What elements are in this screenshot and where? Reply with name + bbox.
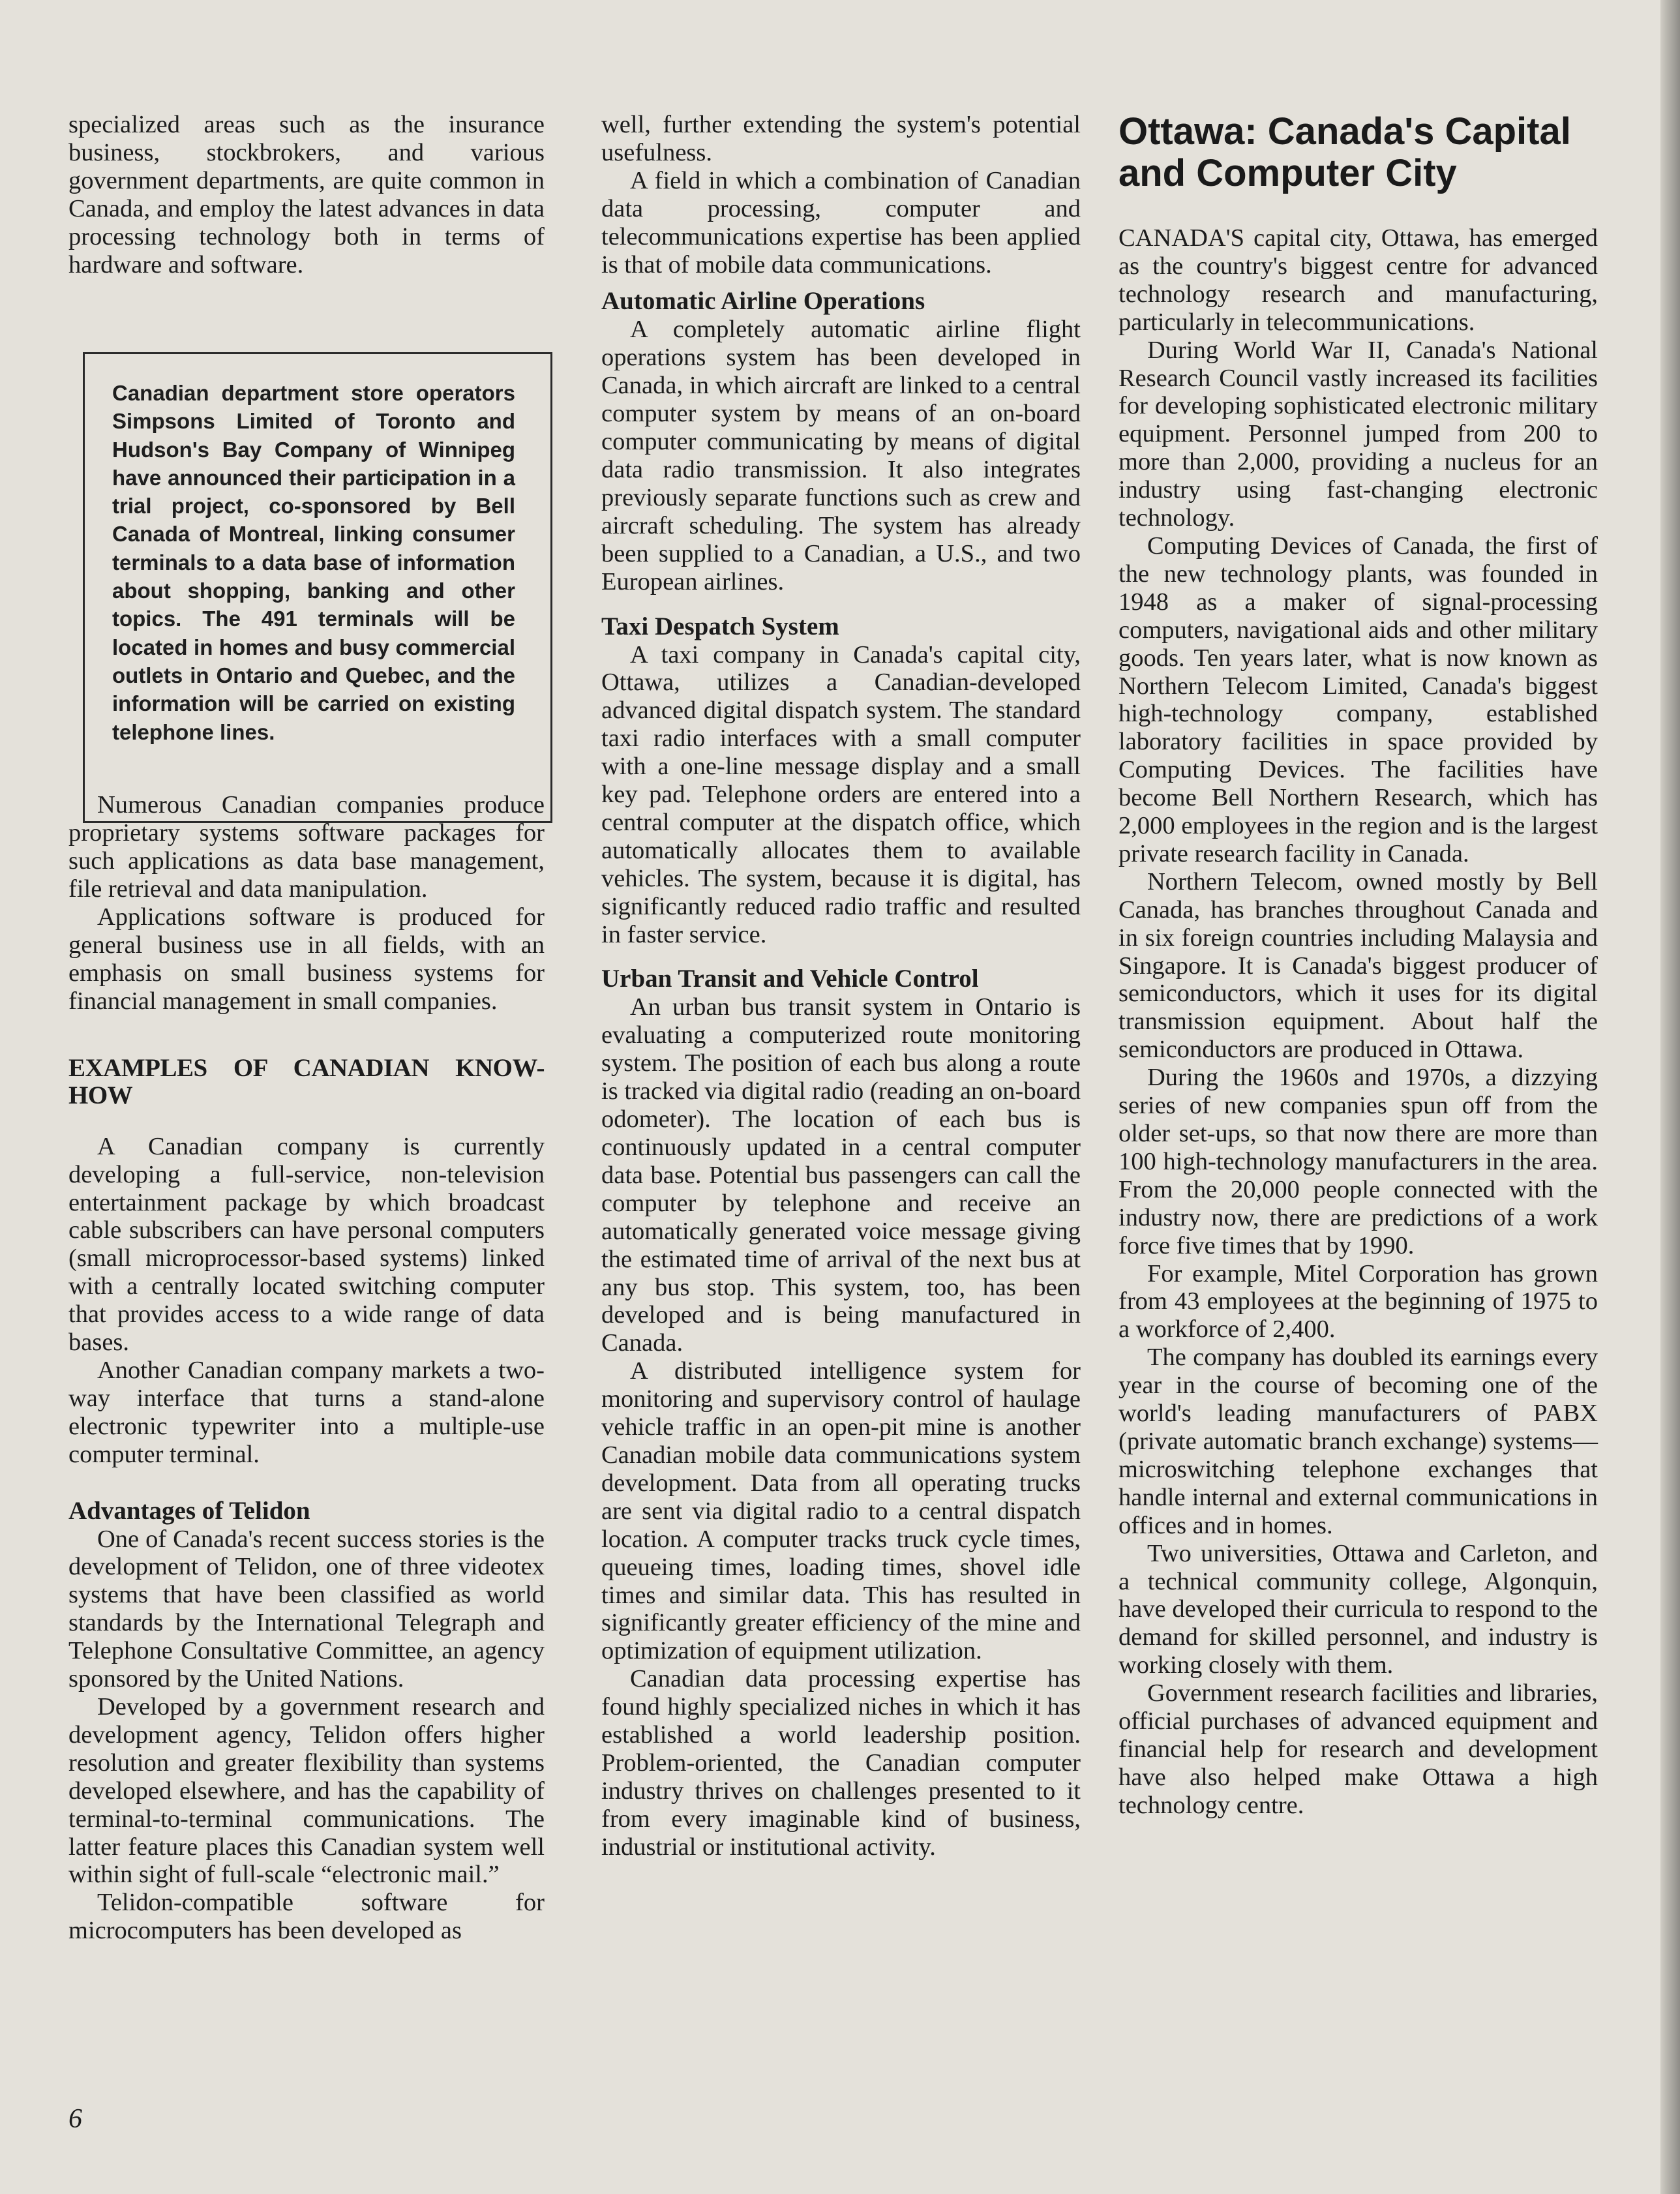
callout-text: Canadian department store operators Simpsons Limited of Toronto and Hudson's Bay Company of Winnipeg have announced their participation in a trial project, co-sponsored by Bell Canada of Montreal, linking consumer terminals to a data base of information about shopping, banking and other topics. The 491 terminals will be located in homes and busy commercial outlets in Ontario and Quebec, and the information will be carried on existing telephone lines. <box>112 381 515 744</box>
paragraph-intro: specialized areas such as the insurance business, stockbrokers, and various government departments, are quite common in Canada, and employ the latest advances in data processing technology both in terms of hardware and software. <box>68 111 545 278</box>
paragraph-airline: A completely automatic airline flight operations system has been developed in Canada, in which aircraft are linked to a central computer system by means of an on-board computer communicating by means of digital data radio transmission. It also integrates previously separate functions such as crew and aircraft scheduling. The system has already been supplied to a Canadian, a U.S., and two European airlines. <box>601 316 1081 595</box>
heading-airline: Automatic Airline Operations <box>601 287 925 316</box>
paragraph-niches: Canadian data processing expertise has found highly specialized niches in which it has established a world leadership position. Problem-oriented, the Canadian computer industry thrives on challenges presented to it from every imaginable kind of business, industrial or institutional activity. <box>601 1665 1081 1861</box>
paragraph-capital: CANADA'S capital city, Ottawa, has emerged as the country's biggest centre for advanced technology research and manufacturing, particularly in telecommunications. <box>1118 224 1598 336</box>
section-title-know-how: EXAMPLES OF CANADIAN KNOW-HOW <box>68 1053 545 1109</box>
paragraph-mobile-data: A field in which a combination of Canadian data processing, computer and telecommunications expertise has been applied is that of mobile data communications. <box>601 166 1081 278</box>
callout-box <box>83 352 552 823</box>
paragraph-typewriter: Another Canadian company markets a two-way interface that turns a stand-alone electronic typewriter into a multiple-use computer terminal. <box>68 1356 545 1468</box>
page-number: 6 <box>68 2104 82 2134</box>
paragraph-universities: Two universities, Ottawa and Carleton, and a technical community college, Algonquin, have developed their curricula to respond to the demand for skilled personnel, and industry is working closely with them. <box>1118 1539 1598 1679</box>
column-middle <box>601 111 1081 1861</box>
paragraph-northern-telecom: Northern Telecom, owned mostly by Bell Canada, has branches throughout Canada and in six foreign countries including Malaysia and Singapore. It is Canada's biggest producer of semiconductors, which it uses for its digital transmission equipment. About half the semiconductors are produced in Ottawa. <box>1118 867 1598 1064</box>
paragraph-entertainment: A Canadian company is currently developing a full-service, non-television entertainment package by which broadcast cable subscribers can have personal computers (small microprocessor-based systems) linked with a centrally located switching computer that provides access to a wide range of data bases. <box>68 1132 545 1357</box>
paragraph-1960s: During the 1960s and 1970s, a dizzying series of new companies spun off from the older set-ups, so that now there are more than 100 high-technology manufacturers in the area. From the 20,000 people connected with the industry now, there are predictions of a work force five times that by 1990. <box>1118 1064 1598 1259</box>
paragraph-applications: Applications software is produced for general business use in all fields, with an emphasis on small business systems for financial management in small companies. <box>68 903 545 1015</box>
headline-ottawa: Ottawa: Canada's Capital and Computer City <box>1118 110 1571 194</box>
paragraph-continued: well, further extending the system's potential usefulness. <box>601 111 1081 166</box>
heading-transit: Urban Transit and Vehicle Control <box>601 965 979 993</box>
paragraph-war: During World War II, Canada's National Research Council vastly increased its facilities for developing sophisticated electronic military equipment. Personnel jumped from 200 to more than 2,000, providing a nucleus for an industry using fast-changing electronic technology. <box>1118 336 1598 532</box>
paragraph-taxi: A taxi company in Canada's capital city, Ottawa, utilizes a Canadian-developed advanced digital dispatch system. The standard taxi radio interfaces with a small computer with a one-line message display and a small key pad. Telephone orders are entered into a central computer at the dispatch office, which automatically allocates them to available vehicles. The system, because it is digital, has significantly reduced radio traffic and resulted in faster service. <box>601 640 1081 948</box>
paragraph-computing-devices: Computing Devices of Canada, the first of the new technology plants, was founded in 1948 as a maker of signal-processing computers, navigational aids and other military goods. Ten years later, what is now known as Northern Telecom Limited, Canada's biggest high-technology company, established laboratory facilities in space provided by Computing Devices. The facilities have become Bell Northern Research, which has 2,000 employees in the region and is the largest private research facility in Canada. <box>1118 532 1598 867</box>
paragraph-telidon-1: One of Canada's recent success stories is the development of Telidon, one of three videotex systems that have been classified as world standards by the International Telegraph and Telephone Consultative Committee, an agency sponsored by the United Nations. <box>68 1525 545 1693</box>
column-right <box>1118 111 1598 1820</box>
paragraph-earnings: The company has doubled its earnings every year in the course of becoming one of the world's leading manufacturers of PABX (private automatic branch exchange) systems—microswitching telephone exchanges that handle internal and external communications in offices and in homes. <box>1118 1344 1598 1539</box>
paragraph-software: Numerous Canadian companies produce proprietary systems software packages for such applications as data base management, file retrieval and data manipulation. <box>68 791 545 903</box>
heading-taxi: Taxi Despatch System <box>601 612 839 640</box>
paragraph-telidon-2: Developed by a government research and development agency, Telidon offers higher resolution and greater flexibility than systems developed elsewhere, and has the capability of terminal-to-terminal communications. The latter feature places this Canadian system well within sight of full-scale “electronic mail.” <box>68 1693 545 1889</box>
heading-telidon: Advantages of Telidon <box>68 1496 310 1525</box>
paragraph-mitel: For example, Mitel Corporation has grown from 43 employees at the beginning of 1975 to a workforce of 2,400. <box>1118 1259 1598 1344</box>
paragraph-government: Government research facilities and libraries, official purchases of advanced equipment and financial help for research and development have also helped make Ottawa a high technology centre. <box>1118 1679 1598 1819</box>
paragraph-transit: An urban bus transit system in Ontario is evaluating a computerized route monitoring system. The position of each bus along a route is tracked via digital radio (reading an on-board odometer). The location of each bus is continuously updated in a central computer data base. Potential bus passengers can call the computer by telephone and receive an automatically generated voice message giving the estimated time of arrival of the next bus at any bus stop. This system, too, has been developed and is being manufactured in Canada. <box>601 993 1081 1357</box>
page-edge-shadow <box>1660 0 1680 2194</box>
paragraph-mine: A distributed intelligence system for monitoring and supervisory control of haulage vehicle traffic in an open-pit mine is another Canadian mobile data communications system development. Data from all operating trucks are sent via digital radio to a central dispatch location. A computer tracks truck cycle times, queueing times, loading times, shovel idle times and similar data. This has resulted in significantly greater efficiency of the mine and optimization of equipment utilization. <box>601 1357 1081 1665</box>
paragraph-telidon-3: Telidon-compatible software for microcomputers has been developed as <box>68 1889 545 1945</box>
